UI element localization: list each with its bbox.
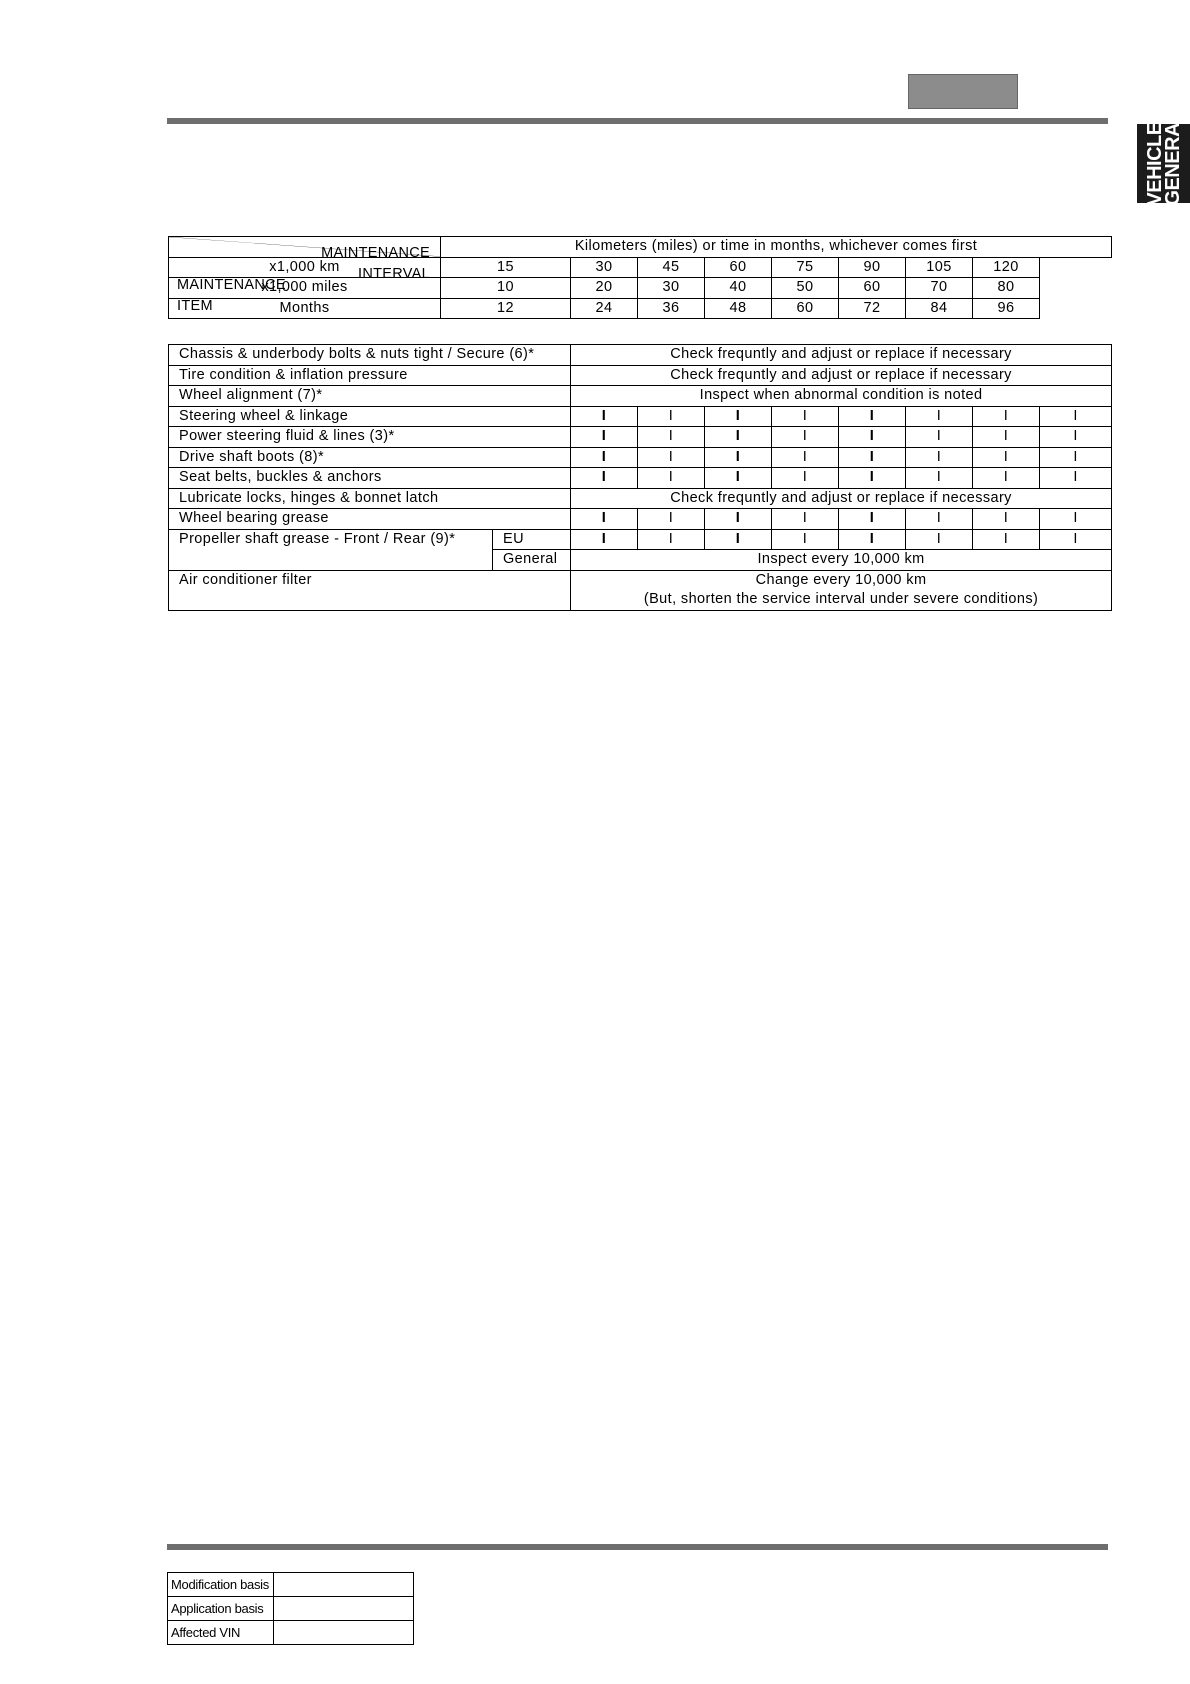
interval-mark: I xyxy=(571,447,638,468)
interval-value: 96 xyxy=(973,298,1040,319)
interval-mark: I xyxy=(906,447,973,468)
interval-value: 10 xyxy=(441,278,571,299)
interval-header: Kilometers (miles) or time in months, whichever comes first xyxy=(441,237,1112,258)
interval-unit-label: x1,000 miles xyxy=(169,278,441,299)
interval-mark: I xyxy=(973,406,1040,427)
table-row xyxy=(169,468,1112,489)
item-label: Air conditioner filter xyxy=(169,570,571,610)
interval-value: 84 xyxy=(906,298,973,319)
interval-mark: I xyxy=(839,509,906,530)
item-label: Chassis & underbody bolts & nuts tight / Secure (6)* xyxy=(169,345,571,366)
item-label: Power steering fluid & lines (3)* xyxy=(169,427,571,448)
application-basis-value xyxy=(274,1597,414,1621)
item-note: Check frequntly and adjust or replace if necessary xyxy=(571,365,1112,386)
interval-mark: I xyxy=(973,468,1040,489)
side-tab-line1: VEHICLE xyxy=(1143,121,1166,206)
interval-value: 15 xyxy=(441,257,571,278)
interval-value: 30 xyxy=(571,257,638,278)
interval-mark: I xyxy=(638,427,705,448)
table-row xyxy=(168,1621,414,1645)
interval-mark: I xyxy=(705,509,772,530)
side-tab-line2: GENERA xyxy=(1161,122,1184,206)
table-row xyxy=(169,570,1112,590)
table-row xyxy=(169,406,1112,427)
items-rows xyxy=(169,345,1112,530)
bottom-rule xyxy=(167,1544,1108,1550)
interval-value: 80 xyxy=(973,278,1040,299)
corner-label-item: ITEM xyxy=(177,298,213,314)
interval-value: 12 xyxy=(441,298,571,319)
interval-value: 50 xyxy=(772,278,839,299)
interval-mark: I xyxy=(906,509,973,530)
interval-mark: I xyxy=(772,427,839,448)
interval-mark: I xyxy=(906,427,973,448)
interval-value: 60 xyxy=(772,298,839,319)
interval-mark: I xyxy=(772,509,839,530)
interval-mark: I xyxy=(571,529,638,550)
interval-mark: I xyxy=(638,509,705,530)
interval-mark: I xyxy=(1040,427,1112,448)
interval-value: 105 xyxy=(906,257,973,278)
interval-mark: I xyxy=(1040,529,1112,550)
table-row xyxy=(168,1573,414,1597)
interval-value: 30 xyxy=(638,278,705,299)
item-note: Check frequntly and adjust or replace if necessary xyxy=(571,345,1112,366)
interval-mark: I xyxy=(705,468,772,489)
interval-mark: I xyxy=(839,427,906,448)
corner-label-interval: INTERVAL xyxy=(358,266,430,282)
table-row xyxy=(169,345,1112,366)
header-tab-box xyxy=(908,74,1018,109)
table-row xyxy=(168,1597,414,1621)
interval-mark: I xyxy=(839,468,906,489)
item-label: Wheel alignment (7)* xyxy=(169,386,571,407)
interval-mark: I xyxy=(638,447,705,468)
interval-rows xyxy=(169,257,1112,319)
interval-value: 48 xyxy=(705,298,772,319)
section-side-tab xyxy=(1137,121,1190,206)
item-label: Tire condition & inflation pressure xyxy=(169,365,571,386)
modification-basis-value xyxy=(274,1573,414,1597)
interval-mark: I xyxy=(705,427,772,448)
sub-label-general: General xyxy=(493,550,571,571)
item-note: Inspect when abnormal condition is noted xyxy=(571,386,1112,407)
interval-mark: I xyxy=(1040,509,1112,530)
interval-mark: I xyxy=(839,529,906,550)
interval-value: 120 xyxy=(973,257,1040,278)
interval-mark: I xyxy=(772,406,839,427)
item-label: Drive shaft boots (8)* xyxy=(169,447,571,468)
interval-mark: I xyxy=(906,406,973,427)
interval-value: 36 xyxy=(638,298,705,319)
corner-label-maintenance-bottom: MAINTENANCE xyxy=(177,277,286,293)
table-row xyxy=(169,278,1112,299)
interval-value: 45 xyxy=(638,257,705,278)
interval-mark: I xyxy=(1040,447,1112,468)
sub-label-eu: EU xyxy=(493,529,571,550)
item-note: Check frequntly and adjust or replace if necessary xyxy=(571,488,1112,509)
interval-mark: I xyxy=(906,468,973,489)
interval-mark: I xyxy=(571,468,638,489)
interval-mark: I xyxy=(705,447,772,468)
corner-label-maintenance-top: MAINTENANCE xyxy=(321,245,430,261)
ac-filter-note: Change every 10,000 km xyxy=(571,570,1112,590)
interval-mark: I xyxy=(705,529,772,550)
interval-mark: I xyxy=(638,406,705,427)
table-row xyxy=(169,529,1112,550)
interval-mark: I xyxy=(772,529,839,550)
interval-unit-label: x1,000 km xyxy=(169,257,441,278)
affected-vin-value xyxy=(274,1621,414,1645)
table-row xyxy=(169,386,1112,407)
table-row xyxy=(169,365,1112,386)
interval-value: 20 xyxy=(571,278,638,299)
interval-value: 72 xyxy=(839,298,906,319)
interval-value: 60 xyxy=(839,278,906,299)
application-basis-label: Application basis xyxy=(168,1597,274,1621)
interval-mark: I xyxy=(772,468,839,489)
interval-mark: I xyxy=(638,529,705,550)
interval-mark: I xyxy=(973,447,1040,468)
affected-vin-label: Affected VIN xyxy=(168,1621,274,1645)
interval-mark: I xyxy=(839,447,906,468)
table-row xyxy=(169,447,1112,468)
interval-mark: I xyxy=(973,509,1040,530)
interval-mark: I xyxy=(1040,468,1112,489)
side-tab-text xyxy=(1143,121,1184,206)
propeller-rows xyxy=(169,529,1112,610)
interval-mark: I xyxy=(839,406,906,427)
item-label: Steering wheel & linkage xyxy=(169,406,571,427)
item-label: Seat belts, buckles & anchors xyxy=(169,468,571,489)
general-note: Inspect every 10,000 km xyxy=(571,550,1112,571)
interval-mark: I xyxy=(571,406,638,427)
interval-mark: I xyxy=(1040,406,1112,427)
item-label: Propeller shaft grease - Front / Rear (9)* xyxy=(169,529,493,570)
interval-mark: I xyxy=(906,529,973,550)
interval-unit-label: Months xyxy=(169,298,441,319)
interval-mark: I xyxy=(973,529,1040,550)
top-rule xyxy=(167,118,1108,124)
ac-filter-note-2: (But, shorten the service interval under severe conditions) xyxy=(571,590,1112,610)
interval-mark: I xyxy=(571,427,638,448)
interval-mark: I xyxy=(772,447,839,468)
interval-mark: I xyxy=(638,468,705,489)
interval-value: 70 xyxy=(906,278,973,299)
modification-basis-label: Modification basis xyxy=(168,1573,274,1597)
interval-value: 75 xyxy=(772,257,839,278)
item-label: Lubricate locks, hinges & bonnet latch xyxy=(169,488,571,509)
revision-info-table xyxy=(167,1572,414,1645)
item-label: Wheel bearing grease xyxy=(169,509,571,530)
interval-mark: I xyxy=(571,509,638,530)
interval-value: 40 xyxy=(705,278,772,299)
interval-value: 90 xyxy=(839,257,906,278)
table-row xyxy=(169,427,1112,448)
table-row xyxy=(169,298,1112,319)
interval-value: 24 xyxy=(571,298,638,319)
interval-mark: I xyxy=(705,406,772,427)
interval-mark: I xyxy=(973,427,1040,448)
table-row xyxy=(169,257,1112,278)
maintenance-items-table xyxy=(168,344,1112,611)
interval-value: 60 xyxy=(705,257,772,278)
maintenance-interval-table xyxy=(168,236,1112,319)
table-row xyxy=(169,509,1112,530)
table-row xyxy=(169,488,1112,509)
